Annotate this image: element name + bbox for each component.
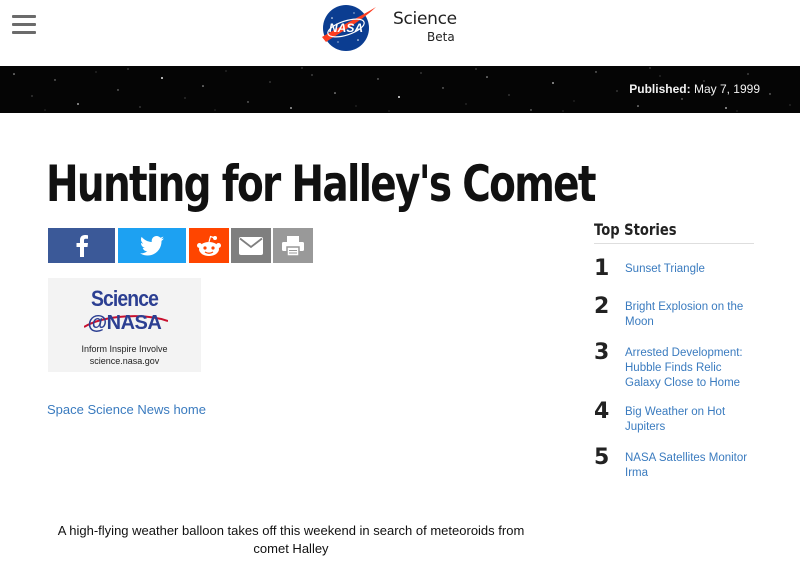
top-stories-divider: [594, 243, 754, 244]
facebook-icon: [75, 235, 89, 257]
published-label: Published:: [629, 82, 691, 96]
story-link[interactable]: NASA Satellites Monitor Irma: [625, 452, 748, 479]
twitter-icon: [140, 236, 164, 256]
logo-tagline: Inform Inspire Involve: [81, 344, 168, 354]
share-twitter-button[interactable]: [118, 228, 186, 263]
logo-line-science: Science: [90, 286, 159, 311]
svg-text:NASA: NASA: [328, 21, 364, 35]
story-number: 4: [594, 399, 610, 424]
story-number: 2: [594, 294, 610, 319]
share-reddit-button[interactable]: [189, 228, 229, 263]
share-facebook-button[interactable]: [48, 228, 115, 263]
site-title[interactable]: Science: [393, 9, 457, 29]
email-icon: [239, 237, 263, 255]
logo-url: science.nasa.gov: [89, 356, 160, 366]
science-at-nasa-logo: [48, 278, 201, 372]
story-link[interactable]: Arrested Development: Hubble Finds Relic Galaxy Close to Home: [625, 347, 743, 389]
article-title: Hunting for Halley's Comet: [46, 155, 595, 213]
nasa-logo[interactable]: [320, 4, 378, 52]
top-stories-heading: Top Stories: [594, 220, 677, 239]
print-icon: [282, 236, 304, 256]
story-link[interactable]: Big Weather on Hot Jupiters: [625, 406, 726, 433]
story-number: 5: [594, 445, 610, 470]
space-science-news-home-link[interactable]: Space Science News home: [47, 402, 206, 417]
story-link[interactable]: Bright Explosion on the Moon: [625, 301, 744, 328]
published-value: May 7, 1999: [693, 82, 760, 96]
story-number: 1: [594, 256, 610, 281]
share-email-button[interactable]: [231, 228, 271, 263]
story-link[interactable]: Sunset Triangle: [625, 263, 705, 275]
published-date: [629, 82, 760, 96]
hamburger-menu-icon[interactable]: [12, 15, 36, 35]
share-print-button[interactable]: [273, 228, 313, 263]
reddit-icon: [196, 235, 222, 257]
site-subtitle: Beta: [427, 30, 455, 44]
story-number: 3: [594, 340, 610, 365]
logo-line-nasa: @NASA: [87, 312, 162, 334]
article-caption: A high-flying weather balloon takes off this weekend in search of meteoroids from comet Halley: [57, 523, 525, 556]
starfield-banner: [0, 66, 800, 113]
site-header: [0, 0, 800, 66]
